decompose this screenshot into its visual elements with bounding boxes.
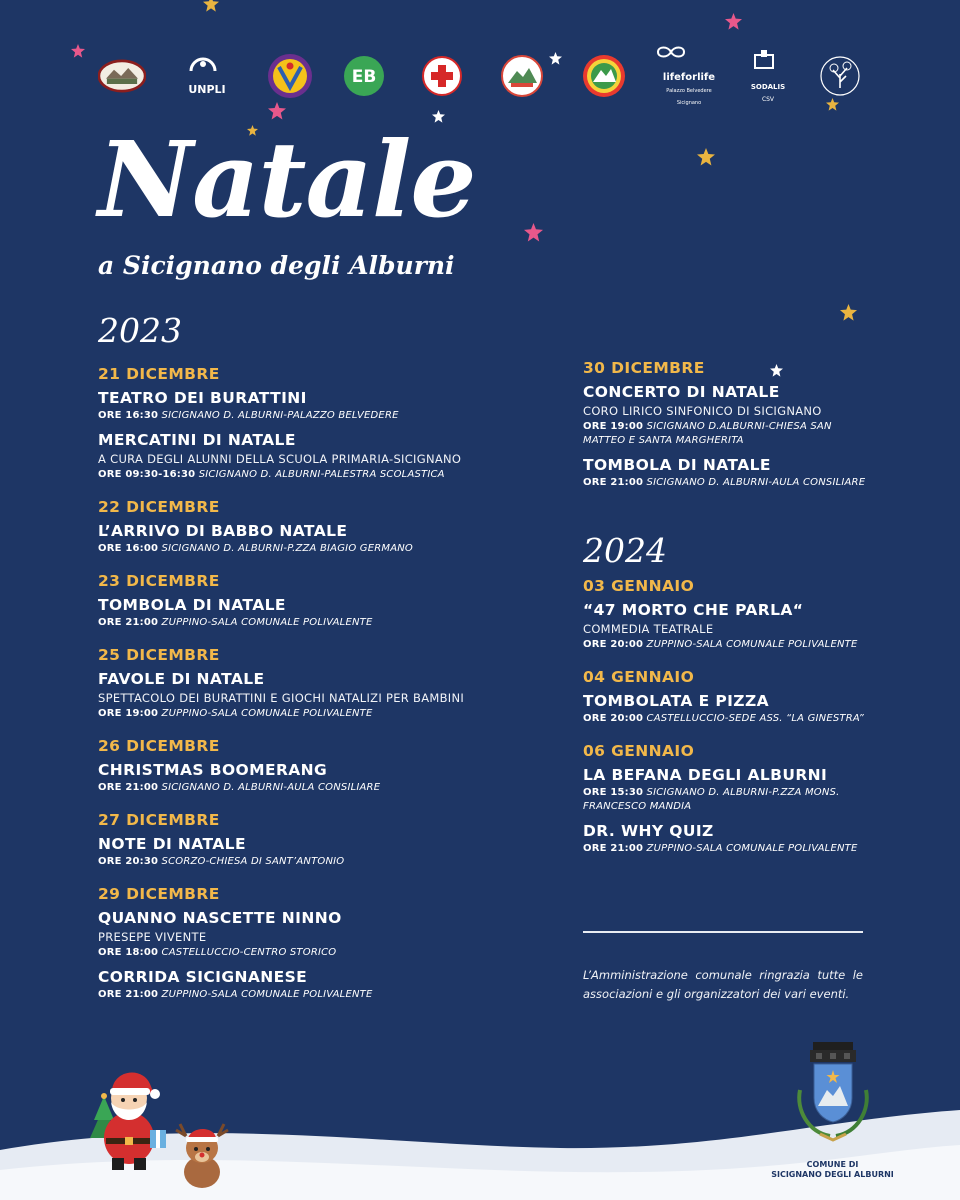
event-time: ORE 21:00 [98,782,159,793]
la-ginestra-logo [498,52,546,100]
event-time: ORE 16:30 [98,410,159,421]
coat-caption-line2: SICIGNANO DEGLI ALBURNI [771,1170,894,1179]
event-time-place [583,712,873,726]
day-group [98,811,538,869]
event-place: SCORZO-CHIESA DI SANT’ANTONIO [161,856,345,867]
year-heading: 2024 [583,531,667,570]
schedule-2023 [98,311,538,1018]
event-time-place [98,542,538,556]
day-group [98,646,538,721]
event-time: ORE 21:00 [98,617,159,628]
croce-rossa-logo [418,52,466,100]
event-time: ORE 21:00 [583,477,644,488]
day-group [98,572,538,630]
day-group [583,359,873,490]
event-desc: PRESEPE VIVENTE [98,930,207,944]
event-time-place [583,786,873,814]
star-icon [725,13,742,30]
event-desc: CORO LIRICO SINFONICO DI SICIGNANO [583,404,822,418]
coat-of-arms [790,1040,876,1155]
event-time-place [98,855,538,869]
event-title: CONCERTO DI NATALE [583,383,780,401]
event-place: SICIGNANO D. ALBURNI-PALESTRA SCOLASTICA [198,469,445,480]
schedule-right [583,359,873,872]
pro-loco-logo [98,52,146,100]
event-place: SICIGNANO D. ALBURNI-PALAZZO BELVEDERE [161,410,399,421]
event-date: 30 DICEMBRE [583,359,705,377]
associazione-logo [266,52,314,100]
event-place: SICIGNANO D. ALBURNI-AULA CONSILIARE [646,477,866,488]
reindeer-illustration [174,1122,230,1190]
event-date: 27 DICEMBRE [98,811,220,829]
event-time: ORE 20:00 [583,639,644,650]
sodalis-logo [746,52,790,103]
star-icon [524,223,543,242]
event-time: ORE 20:30 [98,856,159,867]
sodalis-subtext: CSV [761,95,775,103]
event-time-place [98,707,538,721]
event-title: QUANNO NASCETTE NINNO [98,909,342,927]
event-time: ORE 09:30-16:30 [98,469,196,480]
event-title: TOMBOLA DI NATALE [98,596,286,614]
event-desc: COMMEDIA TEATRALE [583,622,714,636]
day-group [98,885,538,1002]
event-title: CHRISTMAS BOOMERANG [98,761,328,779]
event-place: SICIGNANO D.ALBURNI-CHIESA SAN MATTEO E SANTA MARGHERITA [583,421,832,446]
event-time: ORE 20:00 [583,713,644,724]
event-date: 26 DICEMBRE [98,737,220,755]
event-time-place [583,638,873,652]
event-time: ORE 21:00 [583,843,644,854]
event-title: NOTE DI NATALE [98,835,246,853]
day-group [583,742,873,856]
event-title: FAVOLE DI NATALE [98,670,265,688]
star-icon [71,44,85,58]
event-time: ORE 15:30 [583,787,644,798]
event-place: ZUPPINO-SALA COMUNALE POLIVALENTE [646,639,858,650]
event-time-place [583,842,873,856]
event-time: ORE 19:00 [583,421,644,432]
albero-logo [816,52,864,100]
event-time-place [583,420,873,448]
sponsor-logos [98,52,863,107]
event-date: 21 DICEMBRE [98,365,220,383]
lifeforlife-text: lifeforlife [662,71,716,83]
star-icon [203,0,219,12]
lifeforlife-subtext: Palazzo Belvedere Sicignano [666,88,712,107]
event-time: ORE 18:00 [98,947,159,958]
event-title: CORRIDA SICIGNANESE [98,968,308,986]
event-desc: A CURA DEGLI ALUNNI DELLA SCUOLA PRIMARIA-SICIGNANO [98,452,462,466]
event-title: TOMBOLA DI NATALE [583,456,771,474]
coat-caption-line1: COMUNE DI [806,1160,859,1169]
day-group [583,577,873,652]
event-time: ORE 16:00 [98,543,159,554]
event-place: ZUPPINO-SALA COMUNALE POLIVALENTE [646,843,858,854]
day-group [583,668,873,726]
event-time: ORE 21:00 [98,989,159,1000]
divider [583,931,863,933]
coat-caption [760,1160,905,1180]
event-time: ORE 19:00 [98,708,159,719]
event-title: LA BEFANA DEGLI ALBURNI [583,766,828,784]
lifeforlife-logo [654,52,724,107]
page-subtitle: a Sicignano degli Alburni [98,251,455,280]
event-place: ZUPPINO-SALA COMUNALE POLIVALENTE [161,617,373,628]
event-place: CASTELLUCCIO-SEDE ASS. “LA GINESTRA” [646,713,864,724]
event-place: SICIGNANO D. ALBURNI-P.ZZA BIAGIO GERMANO [161,543,413,554]
event-title: TEATRO DEI BURATTINI [98,389,307,407]
event-time-place [98,781,538,795]
event-time-place [98,616,538,630]
event-title: TOMBOLATA E PIZZA [583,692,769,710]
star-icon [697,148,715,166]
event-time-place [98,468,538,482]
eb-logo [340,52,388,100]
event-time-place [583,476,873,490]
santa-illustration [84,1058,174,1173]
castelluccio-logo [580,52,628,100]
event-place: CASTELLUCCIO-CENTRO STORICO [161,947,337,958]
event-date: 22 DICEMBRE [98,498,220,516]
event-date: 29 DICEMBRE [98,885,220,903]
thanks-note: L’Amministrazione comunale ringrazia tutte le associazioni e gli organizzatori dei vari eventi. [583,968,863,1001]
event-date: 06 GENNAIO [583,742,695,760]
event-place: SICIGNANO D. ALBURNI-AULA CONSILIARE [161,782,381,793]
unpli-text: UNPLI [188,83,226,96]
event-desc: SPETTACOLO DEI BURATTINI E GIOCHI NATALIZI PER BAMBINI [98,691,465,705]
page-title: Natale [98,118,476,241]
day-group [98,365,538,482]
event-date: 25 DICEMBRE [98,646,220,664]
unpli-logo [183,52,231,100]
event-title: MERCATINI DI NATALE [98,431,296,449]
day-group [98,737,538,795]
star-icon [840,304,857,321]
event-time-place [98,409,538,423]
event-time-place [98,946,538,960]
event-title: DR. WHY QUIZ [583,822,714,840]
event-date: 23 DICEMBRE [98,572,220,590]
sodalis-text: SODALIS [750,83,786,92]
eb-text: EB [351,67,377,87]
event-place: SICIGNANO D. ALBURNI-P.ZZA MONS. FRANCESCO MANDIA [583,787,840,812]
event-title: L’ARRIVO DI BABBO NATALE [98,522,348,540]
event-date: 04 GENNAIO [583,668,695,686]
event-title: “47 MORTO CHE PARLA“ [583,601,804,619]
event-date: 03 GENNAIO [583,577,695,595]
event-time-place [98,988,538,1002]
day-group [98,498,538,556]
year-heading: 2023 [98,311,182,350]
event-place: ZUPPINO-SALA COMUNALE POLIVALENTE [161,989,373,1000]
event-place: ZUPPINO-SALA COMUNALE POLIVALENTE [161,708,373,719]
